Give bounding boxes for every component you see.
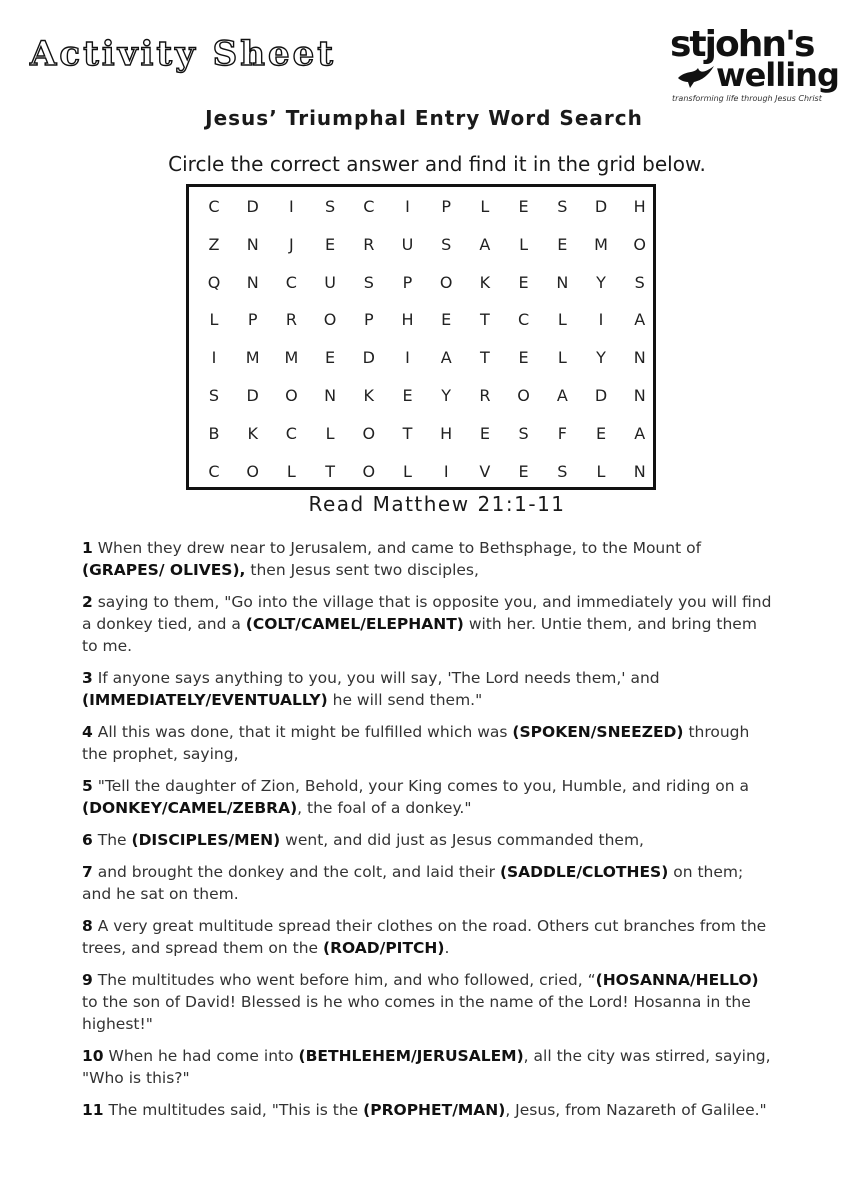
grid-row xyxy=(189,230,653,260)
grid-letter[interactable]: I xyxy=(211,348,217,368)
grid-letter[interactable]: E xyxy=(325,234,336,254)
verse-number: 11 xyxy=(82,1101,104,1119)
grid-letter[interactable]: R xyxy=(479,386,491,405)
verse-item xyxy=(82,591,772,657)
verse-text: through the prophet, saying, xyxy=(82,723,750,763)
grid-letter[interactable]: E xyxy=(595,423,607,443)
grid-letter[interactable]: S xyxy=(363,272,374,292)
grid-letter[interactable]: U xyxy=(401,234,414,254)
grid-letter[interactable]: J xyxy=(289,234,294,254)
verse-text: The xyxy=(92,831,132,849)
grid-row xyxy=(189,268,653,298)
verse-item xyxy=(82,915,772,959)
grid-row xyxy=(189,343,653,373)
dove-icon xyxy=(676,60,716,90)
verse-number: 6 xyxy=(82,831,93,849)
grid-letter[interactable]: M xyxy=(594,234,608,254)
grid-letter[interactable]: L xyxy=(403,461,412,481)
grid-letter[interactable]: N xyxy=(246,234,259,254)
verse-item xyxy=(82,861,772,905)
reading-reference: Read Matthew 21:1-11 xyxy=(308,492,566,516)
grid-letter[interactable]: N xyxy=(324,386,337,405)
grid-letter[interactable]: L xyxy=(519,234,529,254)
grid-letter[interactable]: A xyxy=(634,310,646,330)
grid-letter[interactable]: A xyxy=(440,348,452,368)
grid-letter[interactable]: I xyxy=(443,461,449,481)
verse-item xyxy=(82,721,772,765)
verse-text: with her. Untie them, and bring them to me. xyxy=(82,615,757,655)
grid-letter[interactable]: E xyxy=(518,461,529,481)
grid-letter[interactable]: O xyxy=(323,310,337,330)
grid-letter[interactable]: T xyxy=(402,423,413,443)
grid-row xyxy=(189,381,653,411)
grid-letter[interactable]: L xyxy=(480,197,490,216)
verse-text: on them; and he sat on them. xyxy=(82,863,744,903)
logo-text-welling: welling xyxy=(716,56,839,94)
grid-letter[interactable]: C xyxy=(285,423,297,443)
verse-item xyxy=(82,667,772,711)
grid-letter[interactable]: S xyxy=(557,461,568,481)
grid-letter[interactable]: Y xyxy=(596,348,606,368)
grid-letter[interactable]: K xyxy=(479,272,491,292)
answer-choices[interactable]: (HOSANNA/HELLO) xyxy=(595,971,759,989)
grid-letter[interactable]: P xyxy=(247,310,258,330)
verse-item xyxy=(82,775,772,819)
grid-letter[interactable]: S xyxy=(208,386,220,405)
verse-text: When he had come into xyxy=(103,1047,299,1065)
grid-letter[interactable]: S xyxy=(441,234,452,254)
grid-letter[interactable]: D xyxy=(246,197,259,216)
verse-text: and brought the donkey and the colt, and laid their xyxy=(92,863,500,881)
grid-row xyxy=(189,305,653,335)
instruction-text: Circle the correct answer and find it in the grid below. xyxy=(168,152,706,176)
grid-letter[interactable]: O xyxy=(246,461,259,481)
verse-text: , Jesus, from Nazareth of Galilee." xyxy=(505,1101,767,1119)
grid-letter[interactable]: H xyxy=(633,197,646,216)
answer-choices[interactable]: (BETHLEHEM/JERUSALEM) xyxy=(298,1047,524,1065)
grid-letter[interactable]: C xyxy=(285,272,297,292)
grid-letter[interactable]: S xyxy=(518,423,529,443)
verse-text: All this was done, that it might be fulfilled which was xyxy=(92,723,513,741)
grid-letter[interactable]: A xyxy=(556,386,568,405)
grid-letter[interactable]: H xyxy=(401,310,414,330)
verse-number: 9 xyxy=(82,971,93,989)
grid-letter[interactable]: L xyxy=(596,461,606,481)
grid-letter[interactable]: K xyxy=(363,386,375,405)
verse-text: "Tell the daughter of Zion, Behold, your King comes to you, Humble, and riding on a xyxy=(92,777,749,795)
verse-item xyxy=(82,829,772,851)
grid-letter[interactable]: L xyxy=(325,423,335,443)
grid-letter[interactable]: T xyxy=(480,348,490,368)
grid-letter[interactable]: O xyxy=(362,461,376,481)
verse-number: 3 xyxy=(82,669,93,687)
grid-letter[interactable]: D xyxy=(362,348,375,368)
grid-letter[interactable]: I xyxy=(598,310,604,330)
answer-choices[interactable]: (SADDLE/CLOTHES) xyxy=(499,863,669,881)
verse-text: When they drew near to Jerusalem, and came to Bethsphage, to the Mount of xyxy=(92,539,702,557)
grid-letter[interactable]: E xyxy=(518,197,529,216)
grid-row xyxy=(189,192,653,222)
verse-text: . xyxy=(444,939,450,957)
verse-number: 8 xyxy=(82,917,93,935)
grid-row xyxy=(189,419,653,449)
grid-letter[interactable]: Y xyxy=(441,386,452,405)
grid-letter[interactable]: T xyxy=(325,461,335,481)
sheet-title: Activity Sheet xyxy=(30,34,336,74)
grid-letter[interactable]: T xyxy=(480,310,490,330)
church-logo xyxy=(668,24,839,106)
verse-text: he will send them." xyxy=(327,691,483,709)
answer-choices[interactable]: (GRAPES/ OLIVES), xyxy=(82,561,246,579)
worksheet-title: Jesus’ Triumphal Entry Word Search xyxy=(205,106,643,130)
grid-letter[interactable]: M xyxy=(284,348,299,368)
verse-text: A very great multitude spread their clothes on the road. Others cut branches from the trees, and spread them on the xyxy=(82,917,767,957)
grid-letter[interactable]: O xyxy=(285,386,298,405)
logo-tagline: transforming life through Jesus Christ xyxy=(672,94,822,103)
verse-number: 5 xyxy=(82,777,93,795)
grid-letter[interactable]: C xyxy=(208,197,220,216)
grid-letter[interactable]: E xyxy=(518,348,529,368)
grid-letter[interactable]: B xyxy=(208,423,220,443)
verse-item xyxy=(82,537,772,581)
answer-choices[interactable]: (SPOKEN/SNEEZED) xyxy=(512,723,684,741)
verse-number: 4 xyxy=(82,723,93,741)
grid-letter[interactable]: E xyxy=(479,423,490,443)
grid-letter[interactable]: Z xyxy=(208,234,220,254)
verse-item xyxy=(82,1099,772,1121)
verse-text: then Jesus sent two disciples, xyxy=(245,561,479,579)
grid-letter[interactable]: K xyxy=(247,423,258,443)
grid-letter[interactable]: P xyxy=(441,197,452,216)
grid-letter[interactable]: Y xyxy=(596,272,606,292)
answer-choices[interactable]: (DONKEY/CAMEL/ZEBRA) xyxy=(82,799,298,817)
grid-letter[interactable]: D xyxy=(594,197,608,216)
grid-letter[interactable]: O xyxy=(362,423,376,443)
grid-letter[interactable]: O xyxy=(633,234,646,254)
grid-letter[interactable]: E xyxy=(441,310,452,330)
grid-letter[interactable]: L xyxy=(557,348,567,368)
verse-number: 7 xyxy=(82,863,93,881)
grid-letter[interactable]: E xyxy=(557,234,568,254)
grid-letter[interactable]: D xyxy=(594,386,608,405)
grid-row xyxy=(189,457,653,487)
grid-letter[interactable]: L xyxy=(209,310,219,330)
word-search-grid xyxy=(186,184,656,490)
verse-text: The multitudes said, "This is the xyxy=(103,1101,364,1119)
grid-letter[interactable]: N xyxy=(246,272,259,292)
verse-text: saying to them, "Go into the village that is opposite you, and immediately you will find a donkey tied, and a xyxy=(82,593,772,633)
grid-letter[interactable]: P xyxy=(363,310,374,330)
verse-text: , all the city was stirred, saying, "Who is this?" xyxy=(82,1047,771,1087)
grid-letter[interactable]: D xyxy=(246,386,259,405)
grid-letter[interactable]: M xyxy=(245,348,260,368)
grid-letter[interactable]: V xyxy=(479,461,491,481)
grid-letter[interactable]: N xyxy=(556,272,569,292)
grid-letter[interactable]: O xyxy=(517,386,530,405)
grid-letter[interactable]: E xyxy=(325,348,336,368)
grid-letter[interactable]: N xyxy=(633,461,646,481)
grid-letter[interactable]: C xyxy=(363,197,375,216)
grid-letter[interactable]: N xyxy=(633,386,646,405)
grid-letter[interactable]: E xyxy=(402,386,413,405)
grid-letter[interactable]: U xyxy=(324,272,336,292)
grid-letter[interactable]: E xyxy=(518,272,529,292)
grid-letter[interactable]: A xyxy=(634,423,646,443)
verse-number: 2 xyxy=(82,593,93,611)
grid-letter[interactable]: O xyxy=(439,272,453,292)
grid-letter[interactable]: N xyxy=(633,348,646,368)
answer-choices[interactable]: (IMMEDIATELY/EVENTUALLY) xyxy=(82,691,328,709)
grid-letter[interactable]: R xyxy=(363,234,375,254)
grid-letter[interactable]: S xyxy=(325,197,336,216)
answer-choices[interactable]: (PROPHET/MAN) xyxy=(363,1101,506,1119)
grid-letter[interactable]: I xyxy=(405,197,410,216)
verse-text: went, and did just as Jesus commanded them, xyxy=(280,831,644,849)
grid-letter[interactable]: C xyxy=(518,310,530,330)
grid-letter[interactable]: H xyxy=(440,423,453,443)
verse-number: 1 xyxy=(82,539,93,557)
grid-letter[interactable]: I xyxy=(405,348,410,368)
verse-text: If anyone says anything to you, you will say, 'The Lord needs them,' and xyxy=(92,669,660,687)
logo-text-stjohns: stjohn's xyxy=(670,24,814,65)
verse-number: 10 xyxy=(82,1047,104,1065)
verse-text: to the son of David! Blessed is he who comes in the name of the Lord! Hosanna in the highest!" xyxy=(82,993,751,1033)
verse-text: , the foal of a donkey." xyxy=(297,799,472,817)
grid-letter[interactable]: Q xyxy=(207,272,221,292)
verse-list xyxy=(82,537,772,1131)
answer-choices[interactable]: (COLT/CAMEL/ELEPHANT) xyxy=(245,615,464,633)
grid-letter[interactable]: A xyxy=(479,234,491,254)
answer-choices[interactable]: (DISCIPLES/MEN) xyxy=(131,831,281,849)
grid-letter[interactable]: C xyxy=(208,461,220,481)
grid-letter[interactable]: S xyxy=(557,197,568,216)
grid-letter[interactable]: L xyxy=(286,461,296,481)
answer-choices[interactable]: (ROAD/PITCH) xyxy=(323,939,445,957)
verse-item xyxy=(82,969,772,1035)
grid-letter[interactable]: F xyxy=(557,423,567,443)
verse-text: The multitudes who went before him, and who followed, cried, “ xyxy=(92,971,596,989)
grid-letter[interactable]: P xyxy=(402,272,413,292)
grid-letter[interactable]: S xyxy=(634,272,645,292)
grid-letter[interactable]: I xyxy=(289,197,294,216)
grid-letter[interactable]: R xyxy=(285,310,297,330)
verse-item xyxy=(82,1045,772,1089)
grid-letter[interactable]: L xyxy=(557,310,567,330)
